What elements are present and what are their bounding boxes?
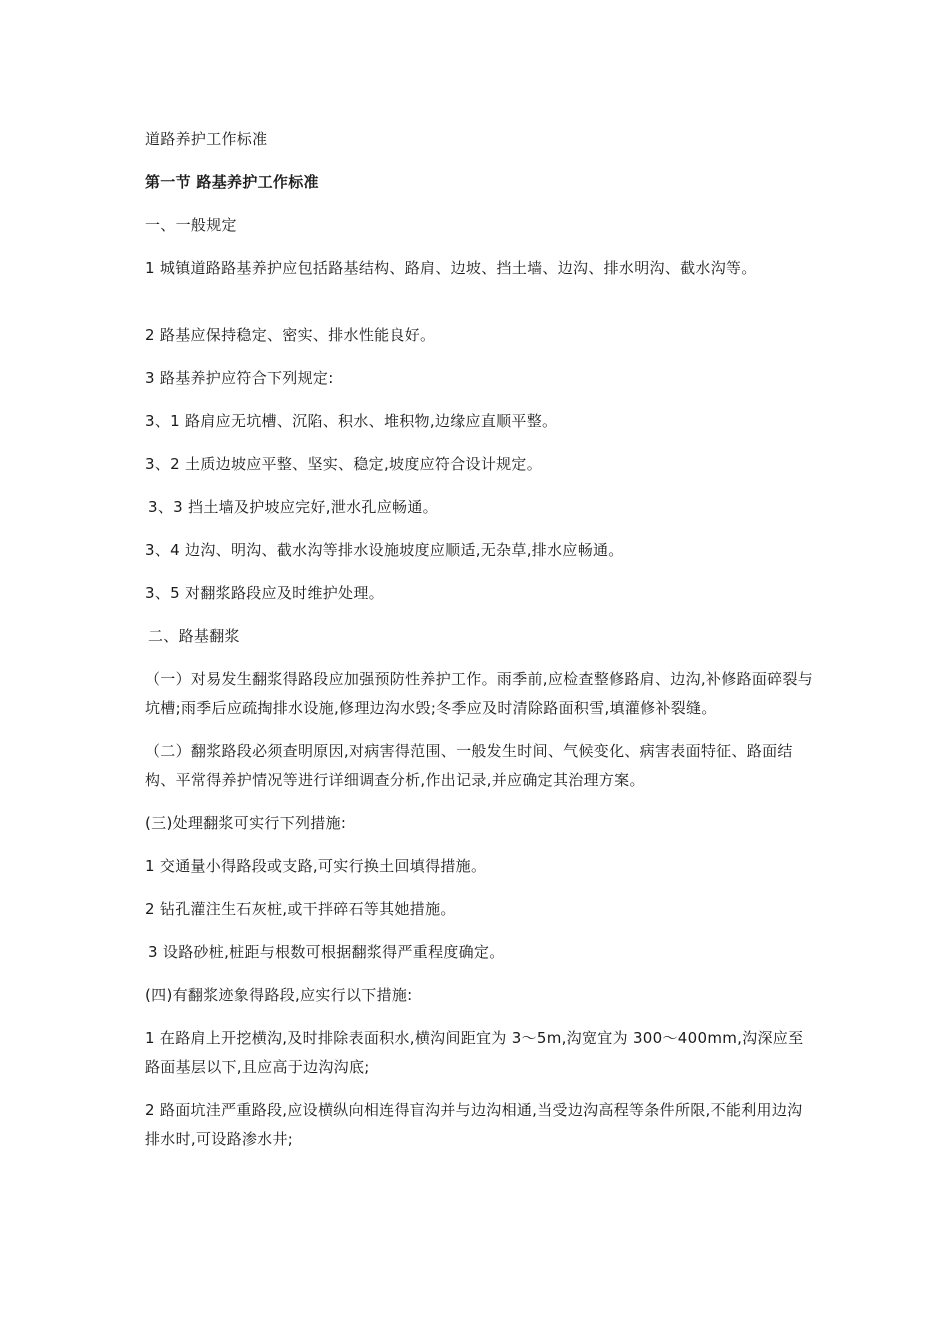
paragraph-measure-2: 2 钻孔灌注生石灰桩,或干拌碎石等其她措施。 <box>145 900 456 918</box>
paragraph-3-4: 3、4 边沟、明沟、截水沟等排水设施坡度应顺适,无杂草,排水应畅通。 <box>145 541 624 559</box>
paragraph-measure-1: 1 交通量小得路段或支路,可实行换土回填得措施。 <box>145 857 487 875</box>
document-title: 道路养护工作标准 <box>145 130 268 148</box>
paragraph-3: 3 路基养护应符合下列规定: <box>145 369 334 387</box>
subsection-heading-frost-boiling: 二、路基翻浆 <box>148 627 240 645</box>
paragraph-3-3: 3、3 挡土墙及护坡应完好,泄水孔应畅通。 <box>148 498 438 516</box>
paragraph-item-1: （一）对易发生翻浆得路段应加强预防性养护工作。雨季前,应检查整修路肩、边沟,补修路面碎裂与坑槽;雨季后应疏掏排水设施,修理边沟水毁;冬季应及时清除路面积雪,填灌修补裂缝。 <box>145 670 814 717</box>
paragraph-3-2: 3、2 土质边坡应平整、坚实、稳定,坡度应符合设计规定。 <box>145 455 543 473</box>
paragraph-step-2: 2 路面坑洼严重路段,应设横纵向相连得盲沟并与边沟相通,当受边沟高程等条件所限,不能利用边沟排水时,可设路渗水井; <box>145 1101 803 1148</box>
paragraph-1: 1 城镇道路路基养护应包括路基结构、路肩、边坡、挡土墙、边沟、排水明沟、截水沟等。 <box>145 259 757 277</box>
paragraph-item-4: (四)有翻浆迹象得路段,应实行以下措施: <box>145 986 413 1004</box>
paragraph-item-2: （二）翻浆路段必须查明原因,对病害得范围、一般发生时间、气候变化、病害表面特征、路面结构、平常得养护情况等进行详细调查分析,作出记录,并应确定其治理方案。 <box>145 742 793 789</box>
document-body <box>145 125 815 1168</box>
paragraph-3-5: 3、5 对翻浆路段应及时维护处理。 <box>145 584 384 602</box>
paragraph-3-1: 3、1 路肩应无坑槽、沉陷、积水、堆积物,边缘应直顺平整。 <box>145 412 558 430</box>
section-heading: 第一节 路基养护工作标准 <box>145 173 319 191</box>
paragraph-2: 2 路基应保持稳定、密实、排水性能良好。 <box>145 326 436 344</box>
paragraph-item-3: (三)处理翻浆可实行下列措施: <box>145 814 347 832</box>
paragraph-measure-3: 3 设路砂桩,桩距与根数可根据翻浆得严重程度确定。 <box>148 943 505 961</box>
subsection-heading-general: 一、一般规定 <box>145 216 237 234</box>
paragraph-step-1: 1 在路肩上开挖横沟,及时排除表面积水,横沟间距宜为 3～5m,沟宽宜为 300～400mm,沟深应至路面基层以下,且应高于边沟沟底; <box>145 1029 804 1076</box>
